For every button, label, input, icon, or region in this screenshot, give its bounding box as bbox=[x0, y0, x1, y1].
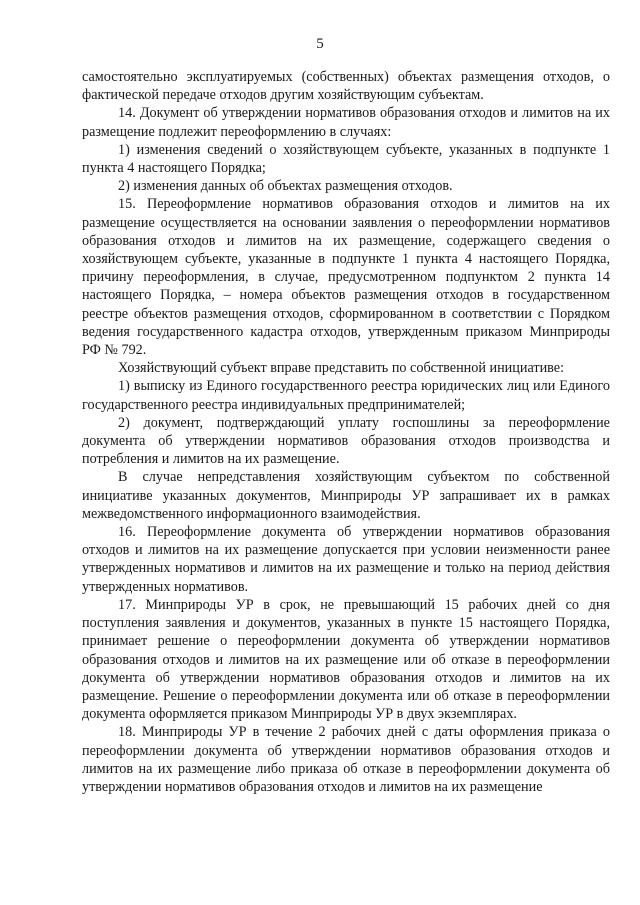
paragraph-17: 17. Минприроды УР в срок, не превышающий 15 рабочих дней со дня поступления заявления и документов, указанных в пункте 15 настоящего Порядка, принимает решение о переоформлении документа об утверждении нормативов образования отходов и лимитов на их размещение или об отказе в переоформлении документа об утверждении нормативов образования отходов и лимитов на их размещение. Решение о переоформлении документа или об отказе в переоформлении документа оформляется приказом Минприроды УР в двух экземплярах. bbox=[82, 596, 610, 723]
document-body bbox=[82, 68, 610, 796]
paragraph-15-non-submission: В случае непредставления хозяйствующим субъектом по собственной инициативе указанных документов, Минприроды УР запрашивает их в рамках межведомственного информационного взаимодействия. bbox=[82, 469, 610, 522]
paragraph-15-initiative: Хозяйствующий субъект вправе представить по собственной инициативе: bbox=[118, 360, 565, 377]
paragraph-14-item-1: 1) изменения сведений о хозяйствующем субъекте, указанных в подпункте 1 пункта 4 настоящего Порядка; bbox=[82, 141, 610, 177]
page-number: 5 bbox=[316, 36, 324, 52]
paragraph-continuation: самостоятельно эксплуатируемых (собственных) объектах размещения отходов, о фактической передаче отходов другим хозяйствующим субъектам. bbox=[82, 69, 610, 104]
paragraph-14: 14. Документ об утверждении нормативов образования отходов и лимитов на их размещение подлежит переоформлению в случаях: bbox=[82, 105, 610, 140]
paragraph-14-item-2: 2) изменения данных об объектах размещения отходов. bbox=[118, 178, 453, 195]
paragraph-15-item-2: 2) документ, подтверждающий уплату госпошлины за переоформление документа об утверждении нормативов образования отходов производства и потребления и лимитов на их размещение. bbox=[82, 414, 610, 468]
paragraph-15-item-1: 1) выписку из Единого государственного реестра юридических лиц или Единого государственного реестра индивидуальных предпринимателей; bbox=[82, 378, 610, 413]
paragraph-18: 18. Минприроды УР в течение 2 рабочих дней с даты оформления приказа о переоформлении документа об утверждении нормативов образования отходов и лимитов на их размещение либо приказа об отказе в переоформлении документа об утверждении нормативов образования отходов и лимитов на их размещение bbox=[82, 724, 610, 795]
paragraph-15: 15. Переоформление нормативов образования отходов и лимитов на их размещение осуществляется на основании заявления о переоформлении нормативов образования отходов и лимитов на их размещение, содержащего сведения о хозяйствующем субъекте, указанные в подпункте 1 пункта 4 настоящего Порядка, причину переоформления, в случае, предусмотренном подпунктом 2 пункта 14 настоящего Порядка, – номера объектов размещения отходов в государственном реестре объектов размещения отходов, сформированном в соответствии с Порядком ведения государственного кадастра отходов, утвержденным приказом Минприроды РФ № 792. bbox=[82, 196, 610, 359]
paragraph-16: 16. Переоформление документа об утверждении нормативов образования отходов и лимитов на их размещение допускается при условии неизменности ранее утвержденных нормативов и лимитов на их размещение и только на период действия утвержденных нормативов. bbox=[82, 524, 610, 595]
